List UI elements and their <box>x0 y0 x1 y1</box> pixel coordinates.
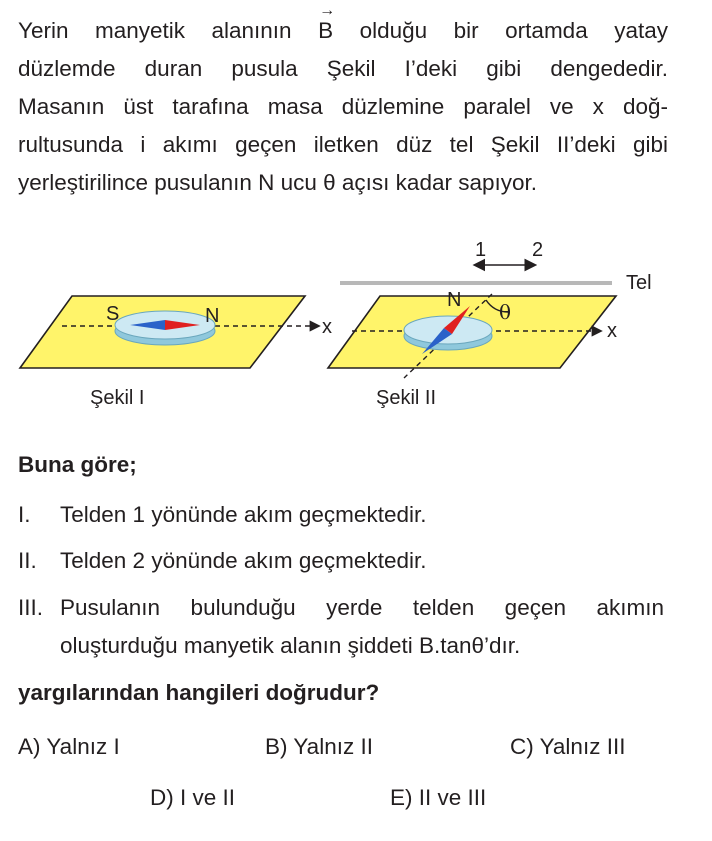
statement-text-line-1: Pusulanın bulunduğu yerde telden geçen akımın <box>60 595 664 620</box>
question-text: yargılarından hangileri doğrudur? <box>18 680 380 705</box>
statement-number: I. <box>18 502 31 527</box>
wire-label: Tel <box>626 272 652 294</box>
statement-1 <box>18 497 668 533</box>
statement-number: III. <box>18 595 44 620</box>
axis-label-2: x <box>607 320 617 342</box>
choice-b[interactable]: B) Yalnız II <box>265 734 373 759</box>
choice-d[interactable]: D) I ve II <box>150 785 236 810</box>
stem-line-5: yerleştirilince pusulanın N ucu θ açısı kadar sapıyor. <box>18 170 538 195</box>
direction-label-2: 2 <box>532 239 544 261</box>
statement-text: Telden 1 yönünde akım geçmektedir. <box>60 502 427 527</box>
angle-theta: θ <box>499 300 512 324</box>
wire <box>340 281 612 285</box>
figure-2 <box>328 239 652 378</box>
label-s-1: S <box>106 303 120 325</box>
stem-line-4: rultusunda i akımı geçen iletken düz tel Şekil II’deki gibi <box>18 132 668 157</box>
question-stem <box>18 2 668 202</box>
statement-2 <box>18 543 668 579</box>
caption-figure-1: Şekil I <box>90 387 145 409</box>
statement-text: Telden 2 yönünde akım geçmektedir. <box>60 548 427 573</box>
vector-arrow-icon: → <box>319 2 336 19</box>
choice-e[interactable]: E) II ve III <box>390 785 487 810</box>
statement-text-line-2: oluşturduğu manyetik alanın şiddeti B.tanθ’dır. <box>60 633 521 658</box>
vector-symbol: B <box>318 18 334 43</box>
caption-figure-2: Şekil II <box>376 387 437 409</box>
vector-b <box>318 2 336 50</box>
direction-label-1: 1 <box>475 239 487 261</box>
figure-1 <box>20 296 332 368</box>
label-n-1: N <box>205 305 220 327</box>
label-n-2: N <box>447 289 462 311</box>
statement-3 <box>18 590 668 666</box>
stem-line-1 <box>18 2 668 50</box>
statement-number: II. <box>18 548 37 573</box>
stem-text: olduğu bir ortamda yatay <box>333 18 668 43</box>
choice-c[interactable]: C) Yalnız III <box>510 734 626 759</box>
stem-line-2: düzlemde duran pusula Şekil I’deki gibi dengededir. <box>18 56 668 81</box>
axis-label-1: x <box>322 316 332 338</box>
stem-line-3: Masanın üst tarafına masa düzlemine paralel ve x doğ- <box>18 94 668 119</box>
lead-text: Buna göre; <box>18 452 137 477</box>
choice-a[interactable]: A) Yalnız I <box>18 734 120 759</box>
stem-text: Yerin manyetik alanının <box>18 18 319 43</box>
